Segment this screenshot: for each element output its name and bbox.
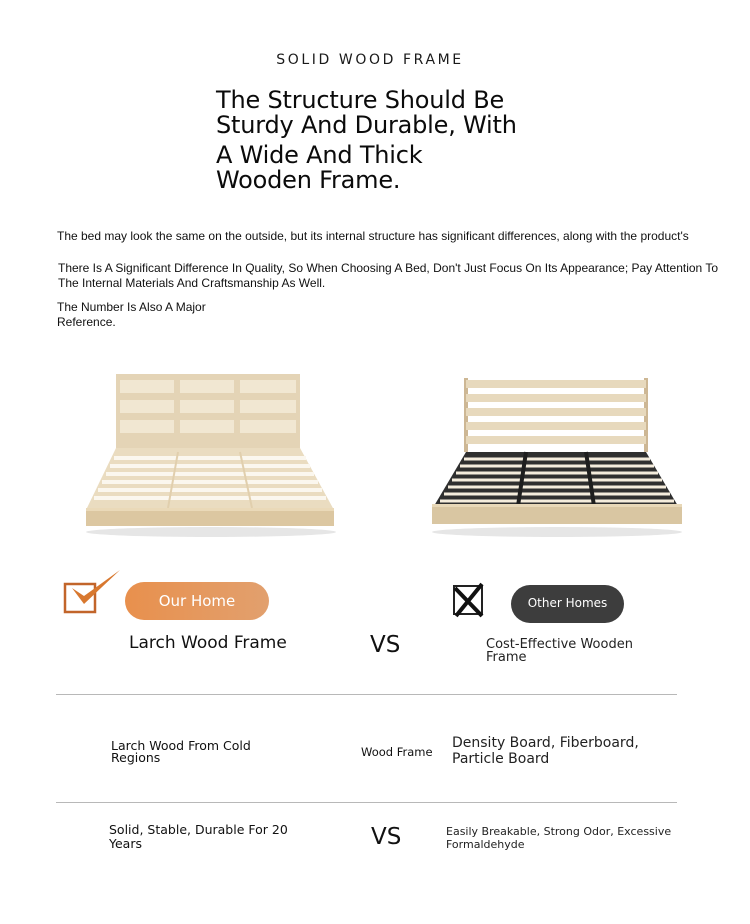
- section-eyebrow: SOLID WOOD FRAME: [276, 52, 464, 68]
- x-mark-icon: [452, 582, 486, 620]
- page-headline: [216, 88, 546, 193]
- headline-line-1: The Structure Should Be: [216, 86, 505, 114]
- row-divider: [56, 802, 677, 803]
- headline-line-2: Sturdy And Durable, With: [216, 111, 517, 139]
- ours-row-1-text: Larch Wood Frame: [129, 633, 287, 653]
- row-1-vs-label: VS: [370, 632, 401, 658]
- ours-row-3-text: Solid, Stable, Durable For 20 Years: [109, 822, 288, 851]
- row-divider: [56, 694, 677, 695]
- row-3-vs-label: VS: [371, 824, 402, 850]
- intro-paragraph-2: There Is A Significant Difference In Quality, So When Choosing A Bed, Don't Just Focus On Its Appearance; Pay Attention To The Internal Materials And Craftsmanship As Well.: [58, 261, 718, 290]
- our-home-badge: Our Home: [125, 582, 269, 620]
- headline-line-3: A Wide And Thick: [216, 141, 423, 169]
- checkmark-icon: [62, 566, 124, 616]
- others-row-2-text: Density Board, Fiberboard, Particle Board: [452, 735, 639, 767]
- headline-line-4: Wooden Frame.: [216, 166, 401, 194]
- intro-paragraph-1: The bed may look the same on the outside, but its internal structure has significant differences, along with the product's: [57, 229, 689, 243]
- others-row-1-text: Cost-Effective Wooden Frame: [486, 637, 633, 665]
- other-homes-badge: Other Homes: [511, 585, 624, 623]
- ours-row-2-text: Larch Wood From Cold Regions: [111, 738, 251, 765]
- others-row-3-text: Easily Breakable, Strong Odor, Excessive Formaldehyde: [446, 825, 672, 851]
- cost-effective-bed-image: [428, 360, 686, 540]
- larch-wood-bed-image: [82, 360, 340, 540]
- intro-paragraph-3: The Number Is Also A Major Reference.: [57, 300, 206, 329]
- row-2-category-label: Wood Frame: [361, 745, 433, 759]
